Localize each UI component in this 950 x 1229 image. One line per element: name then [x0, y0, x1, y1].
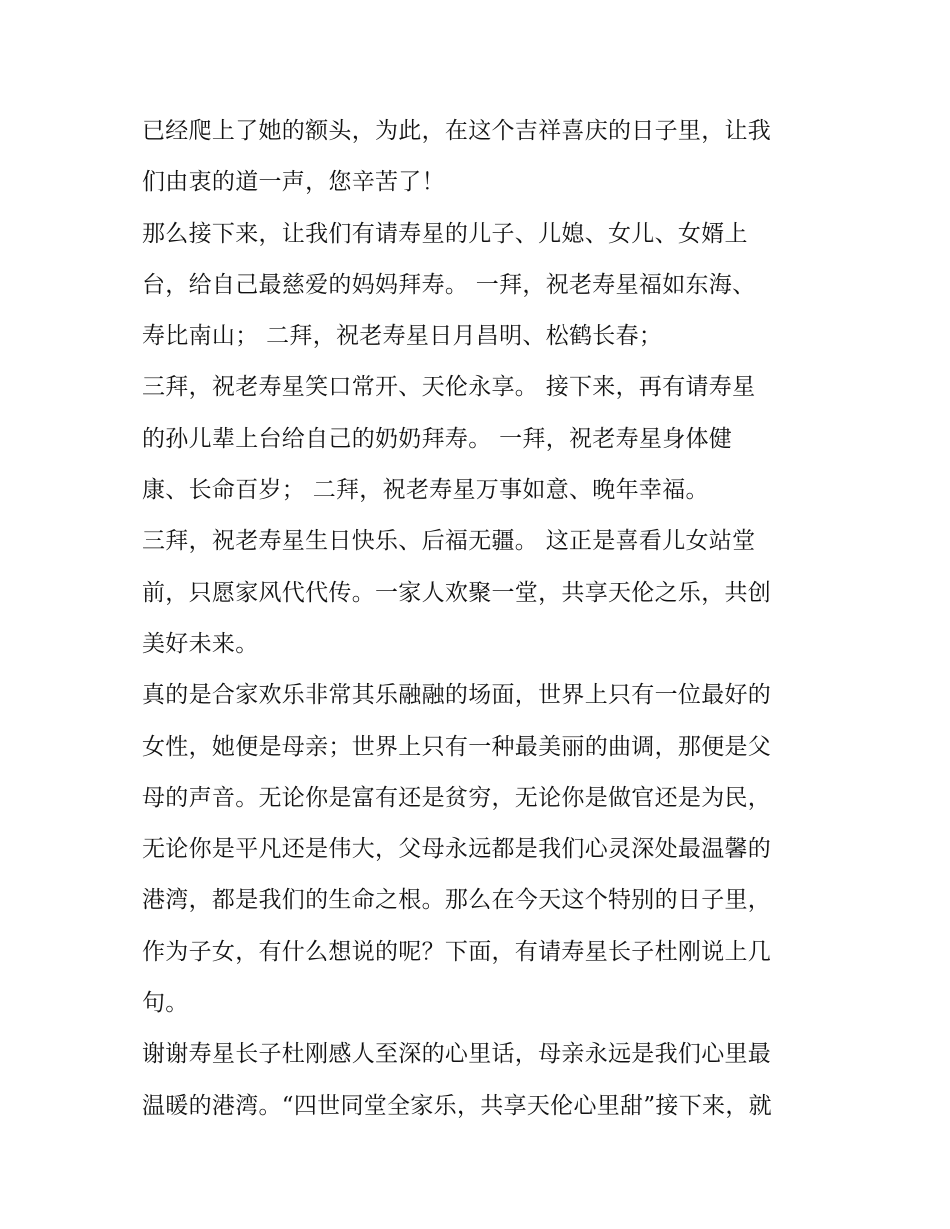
text-line: 句。 [142, 990, 189, 1017]
text-line: 作为子女，有什么想说的呢？下面，有请寿星长子杜刚说上几 [142, 938, 772, 965]
text-line: 母的声音。无论你是富有还是贫穷，无论你是做官还是为民， [142, 784, 772, 811]
text-line: 温暖的港湾。“四世同堂全家乐，共享天伦心里甜”接下来，就 [142, 1092, 772, 1119]
text-line: 谢谢寿星长子杜刚感人至深的心里话，母亲永远是我们心里最 [142, 1041, 772, 1068]
text-line: 台，给自己最慈爱的妈妈拜寿。 一拜，祝老寿星福如东海、 [142, 271, 756, 298]
text-line: 三拜，祝老寿星笑口常开、天伦永享。 接下来，再有请寿星 [142, 374, 756, 401]
text-line: 真的是合家欢乐非常其乐融融的场面，世界上只有一位最好的 [142, 682, 772, 709]
text-line: 美好未来。 [142, 630, 259, 657]
text-line: 港湾，都是我们的生命之根。那么在今天这个特别的日子里， [142, 887, 772, 914]
text-line: 的孙儿辈上台给自己的奶奶拜寿。 一拜，祝老寿星身体健 [142, 425, 733, 452]
text-line: 寿比南山； 二拜，祝老寿星日月昌明、松鹤长春； [142, 323, 663, 350]
body-text [142, 106, 822, 1132]
text-line: 三拜，祝老寿星生日快乐、后福无疆。 这正是喜看儿女站堂 [142, 528, 756, 555]
text-line: 女性，她便是母亲；世界上只有一种最美丽的曲调，那便是父 [142, 733, 772, 760]
text-line: 已经爬上了她的额头，为此，在这个吉祥喜庆的日子里，让我 [142, 118, 772, 144]
text-line: 无论你是平凡还是伟大，父母永远都是我们心灵深处最温馨的 [142, 836, 772, 863]
text-line: 们由衷的道一声，您辛苦了！ [142, 169, 445, 196]
text-line: 前，只愿家风代代传。一家人欢聚一堂，共享天伦之乐，共创 [142, 579, 772, 606]
text-line: 康、长命百岁； 二拜，祝老寿星万事如意、晚年幸福。 [142, 477, 709, 504]
text-line: 那么接下来，让我们有请寿星的儿子、儿媳、女儿、女婿上 [142, 220, 748, 247]
